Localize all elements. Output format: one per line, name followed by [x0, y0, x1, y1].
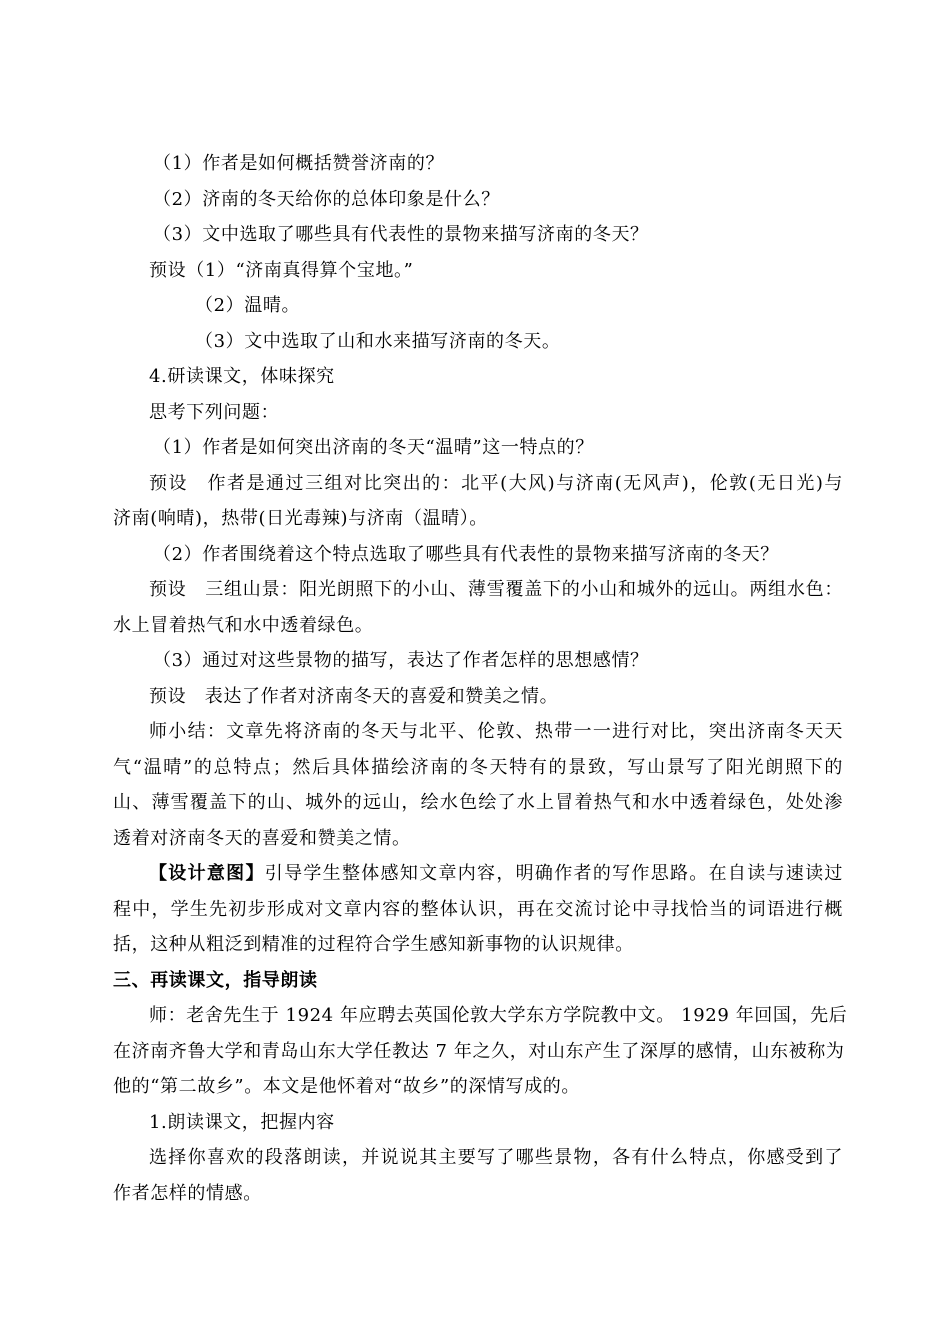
question-line: （1）作者是如何概括赞誉济南的？: [153, 153, 445, 174]
answer-line: 预设 三组山景：阳光朗照下的小山、薄雪覆盖下的小山和城外的远山。两组水色：: [149, 579, 843, 600]
summary-line: 山、薄雪覆盖下的山、城外的远山，绘水色绘了水上冒着热气和水中透着绿色，处处渗: [113, 792, 843, 813]
step-heading: 4.研读课文，体味探究: [149, 366, 335, 387]
question-line: （2）济南的冬天给你的总体印象是什么？: [153, 188, 500, 210]
question-line: （3）通过对这些景物的描写，表达了作者怎样的思想感情？: [153, 650, 649, 671]
paragraph-line: 作者怎样的情感。: [113, 1182, 262, 1204]
answer-line: 预设（1）“济南真得算个宝地。”: [149, 259, 414, 281]
answer-line: 济南(响晴)，热带(日光毒辣)与济南（温晴）。: [113, 508, 488, 529]
design-intent-line: 括，这种从粗泛到精准的过程符合学生感知新事物的认识规律。: [113, 934, 634, 955]
design-intent-line: 程中，学生先初步形成对文章内容的整体认识，再在交流讨论中寻找恰当的词语进行概: [113, 898, 843, 920]
question-line: （2）作者围绕着这个特点选取了哪些具有代表性的景物来描写济南的冬天？: [153, 543, 779, 565]
answer-line: （2）温晴。: [195, 295, 301, 316]
question-line: （3）文中选取了哪些具有代表性的景物来描写济南的冬天？: [153, 224, 649, 245]
answer-line: 预设 作者是通过三组对比突出的：北平(大风)与济南(无风声)，伦敦(无日光)与: [149, 472, 843, 494]
summary-line: 气“温晴”的总特点；然后具体描绘济南的冬天特有的景致，写山景写了阳光朗照下的: [113, 756, 843, 778]
step-heading: 1.朗读课文，把握内容: [149, 1111, 335, 1133]
answer-line: 水上冒着热气和水中透着绿色。: [113, 614, 374, 636]
paragraph-line: 师：老舍先生于 1924 年应聘去英国伦敦大学东方学院教中文。 1929 年回国，先后: [149, 1005, 848, 1026]
summary-line: 透着对济南冬天的喜爱和赞美之情。: [113, 827, 411, 849]
paragraph-line: 在济南齐鲁大学和青岛山东大学任教达 7 年之久，对山东产生了深厚的感情，山东被称为: [113, 1040, 845, 1062]
document-page: [113, 146, 848, 1211]
question-line: （1）作者是如何突出济南的冬天“温晴”这一特点的？: [153, 437, 594, 458]
summary-line: 师小结：文章先将济南的冬天与北平、伦敦、热带一一进行对比，突出济南冬天天: [149, 721, 843, 742]
answer-line: （3）文中选取了山和水来描写济南的冬天。: [195, 330, 561, 352]
design-intent-line: [113, 856, 843, 892]
paragraph-line: 选择你喜欢的段落朗读，并说说其主要写了哪些景物，各有什么特点，你感受到了: [149, 1147, 843, 1168]
design-intent-label: 【设计意图】: [149, 863, 265, 884]
paragraph-line: 思考下列问题：: [149, 401, 280, 423]
paragraph-line: 他的“第二故乡”。本文是他怀着对“故乡”的深情写成的。: [113, 1076, 581, 1097]
design-intent-text: 引导学生整体感知文章内容，明确作者的写作思路。在自读与速读过: [264, 863, 843, 884]
answer-line: 预设 表达了作者对济南冬天的喜爱和赞美之情。: [149, 685, 559, 707]
section-heading: 三、再读课文，指导朗读: [113, 969, 318, 991]
